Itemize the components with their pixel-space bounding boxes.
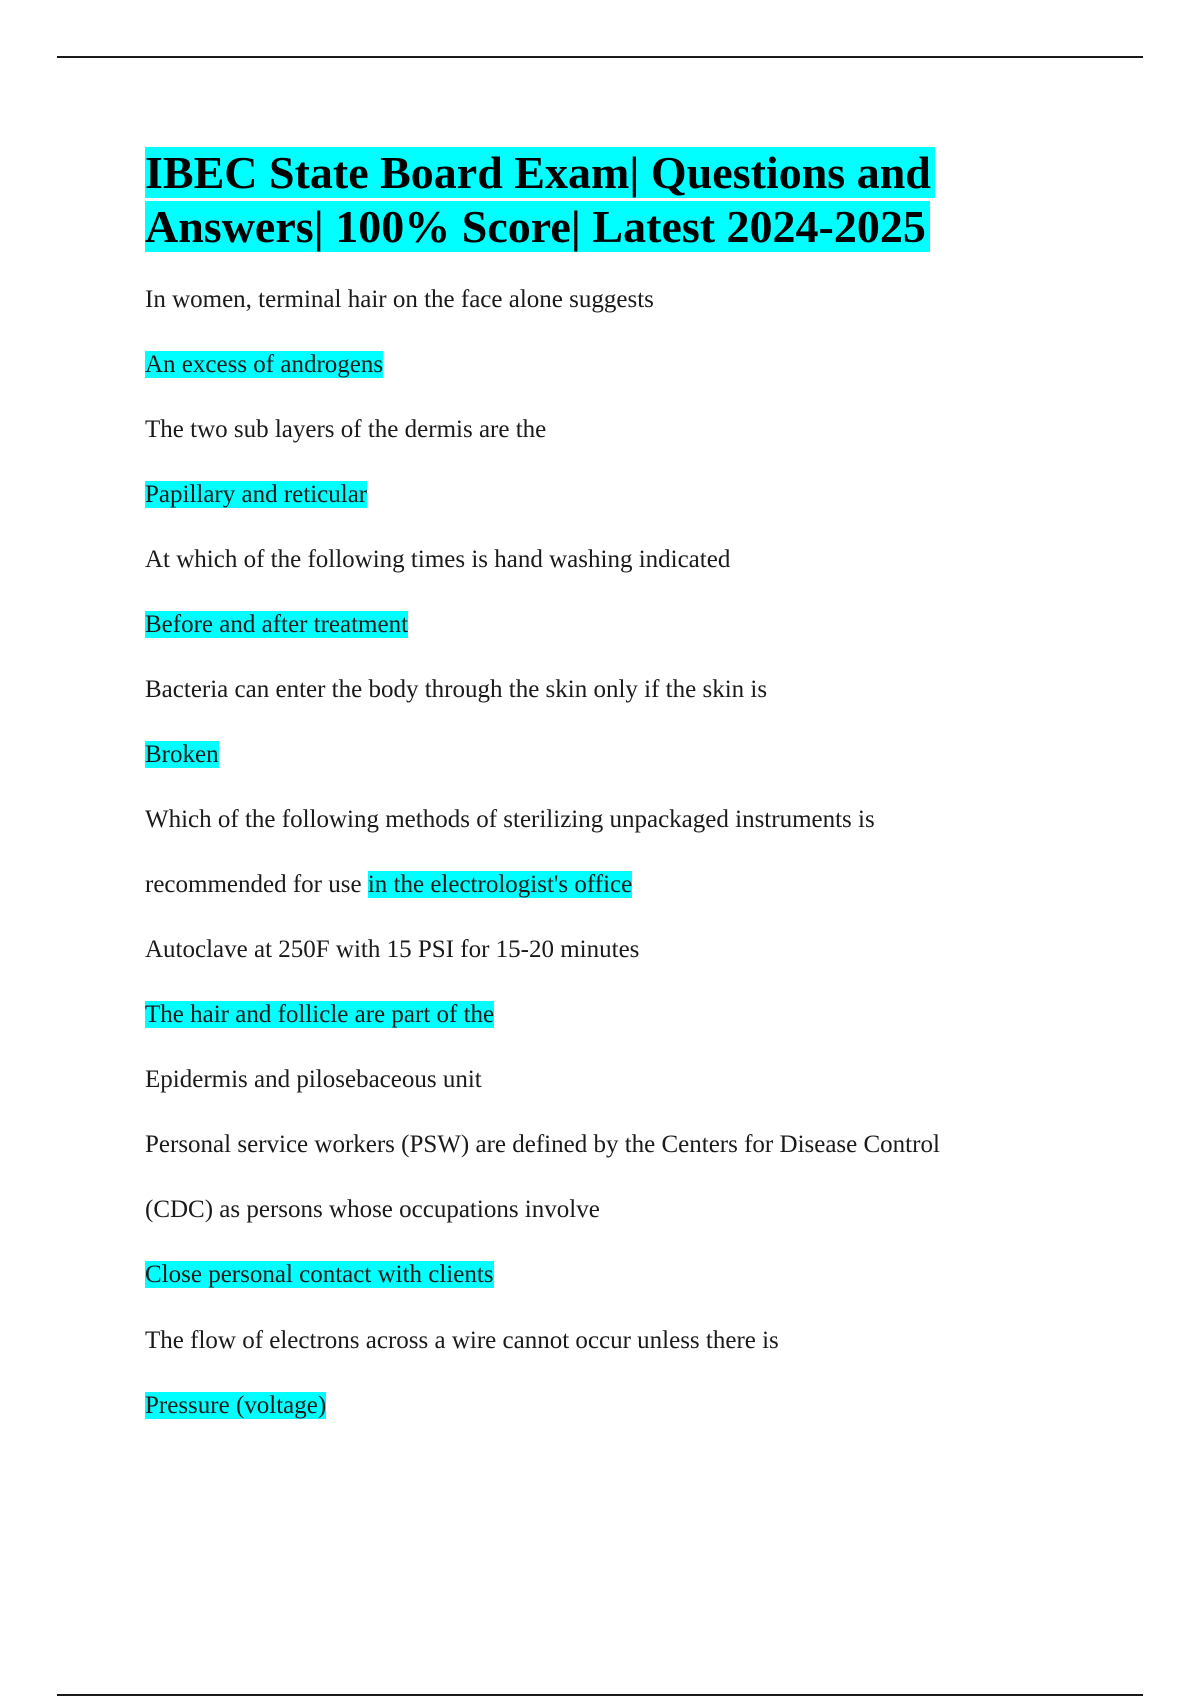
line-text: Autoclave at 250F with 15 PSI for 15-20 minutes bbox=[145, 936, 640, 963]
title-line-2: Answers| 100% Score| Latest 2024-2025 bbox=[145, 201, 930, 252]
answer-line bbox=[145, 934, 639, 966]
line-text: Personal service workers (PSW) are defined by the Centers for Disease Control bbox=[145, 1131, 940, 1158]
line-text: (CDC) as persons whose occupations involve bbox=[145, 1196, 600, 1223]
line-text: The flow of electrons across a wire cannot occur unless there is bbox=[145, 1327, 779, 1354]
line-text: In women, terminal hair on the face alone suggests bbox=[145, 286, 654, 313]
question-line bbox=[145, 999, 494, 1031]
line-text: The two sub layers of the dermis are the bbox=[145, 416, 547, 443]
answer-line bbox=[145, 739, 219, 771]
question-line bbox=[145, 414, 546, 446]
question-line bbox=[145, 674, 767, 706]
answer-line bbox=[145, 479, 367, 511]
line-text: Pressure (voltage) bbox=[145, 1392, 327, 1419]
line-text: recommended for use bbox=[145, 871, 368, 898]
line-text: Broken bbox=[145, 741, 219, 768]
line-text-highlighted: in the electrologist's office bbox=[367, 871, 633, 898]
question-line bbox=[145, 1325, 779, 1357]
line-text: The hair and follicle are part of the bbox=[145, 1001, 495, 1028]
line-text: Bacteria can enter the body through the skin only if the skin is bbox=[145, 676, 768, 703]
top-rule bbox=[57, 56, 1143, 58]
answer-line bbox=[145, 1064, 482, 1096]
answer-line bbox=[145, 609, 408, 641]
line-text: Which of the following methods of sterilizing unpackaged instruments is bbox=[145, 806, 875, 833]
line-text: Epidermis and pilosebaceous unit bbox=[145, 1066, 482, 1093]
question-line bbox=[145, 544, 730, 576]
question-line bbox=[145, 1194, 600, 1226]
question-line bbox=[145, 284, 654, 316]
line-text: An excess of androgens bbox=[145, 351, 384, 378]
answer-line bbox=[145, 1259, 494, 1291]
answer-line bbox=[145, 349, 383, 381]
line-text: Before and after treatment bbox=[145, 611, 409, 638]
bottom-rule bbox=[57, 1694, 1143, 1696]
question-line bbox=[145, 869, 632, 901]
line-text: Close personal contact with clients bbox=[145, 1261, 494, 1288]
line-text: At which of the following times is hand washing indicated bbox=[145, 546, 731, 573]
question-line bbox=[145, 804, 875, 836]
document-title bbox=[145, 146, 1105, 254]
answer-line bbox=[145, 1390, 326, 1422]
title-line-1: IBEC State Board Exam| Questions and bbox=[145, 147, 935, 198]
question-line bbox=[145, 1129, 940, 1161]
line-text: Papillary and reticular bbox=[145, 481, 368, 508]
